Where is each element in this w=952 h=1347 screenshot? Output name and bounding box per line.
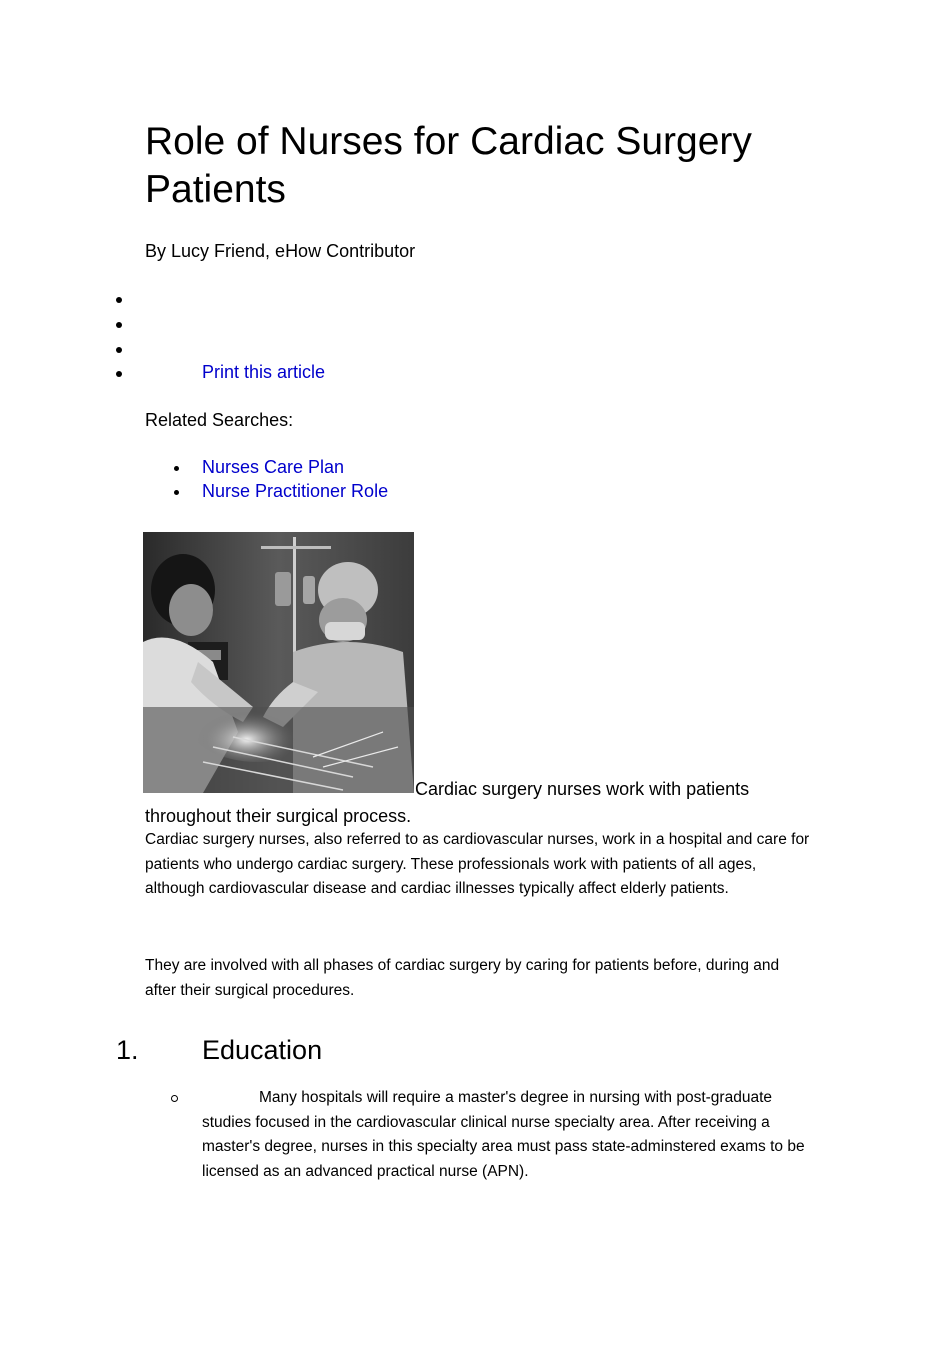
list-bullet [174, 490, 179, 495]
list-bullet [116, 371, 122, 377]
list-bullet [116, 322, 122, 328]
sub-list-bullet [171, 1095, 178, 1102]
photo-caption: Cardiac surgery nurses work with patients throughout their surgical process. [145, 779, 750, 826]
related-search-link[interactable]: Nurse Practitioner Role [202, 481, 389, 501]
section-item-text: Many hospitals will require a master's degree in nursing with post-graduate studies focused in the cardiovascular clinical nurse specialty area. After receiving a master's degree, nurses in this specialty area must pass state-adminstered exams to be licensed as an advanced practical nurse (APN). [202, 1089, 805, 1180]
article-title: Role of Nurses for Cardiac Surgery Patients [145, 120, 752, 211]
section-heading: Education [202, 1035, 323, 1065]
list-bullet [116, 297, 122, 303]
article-byline: By Lucy Friend, eHow Contributor [145, 241, 416, 261]
surgery-photo [143, 532, 414, 793]
print-article-link[interactable]: Print this article [202, 362, 326, 382]
list-bullet [116, 347, 122, 353]
body-paragraph: They are involved with all phases of cardiac surgery by caring for patients before, during and after their surgical procedures. [145, 957, 780, 999]
list-bullet [174, 466, 179, 471]
body-paragraph: Cardiac surgery nurses, also referred to as cardiovascular nurses, work in a hospital and care for patients who undergo cardiac surgery. These professionals work with patients of all ages, although cardiovascular disease and cardiac illnesses typically affect elderly patients. [145, 831, 810, 897]
related-search-link[interactable]: Nurses Care Plan [202, 457, 345, 477]
related-searches-label: Related Searches: [145, 410, 294, 430]
section-number: 1. [116, 1035, 139, 1065]
